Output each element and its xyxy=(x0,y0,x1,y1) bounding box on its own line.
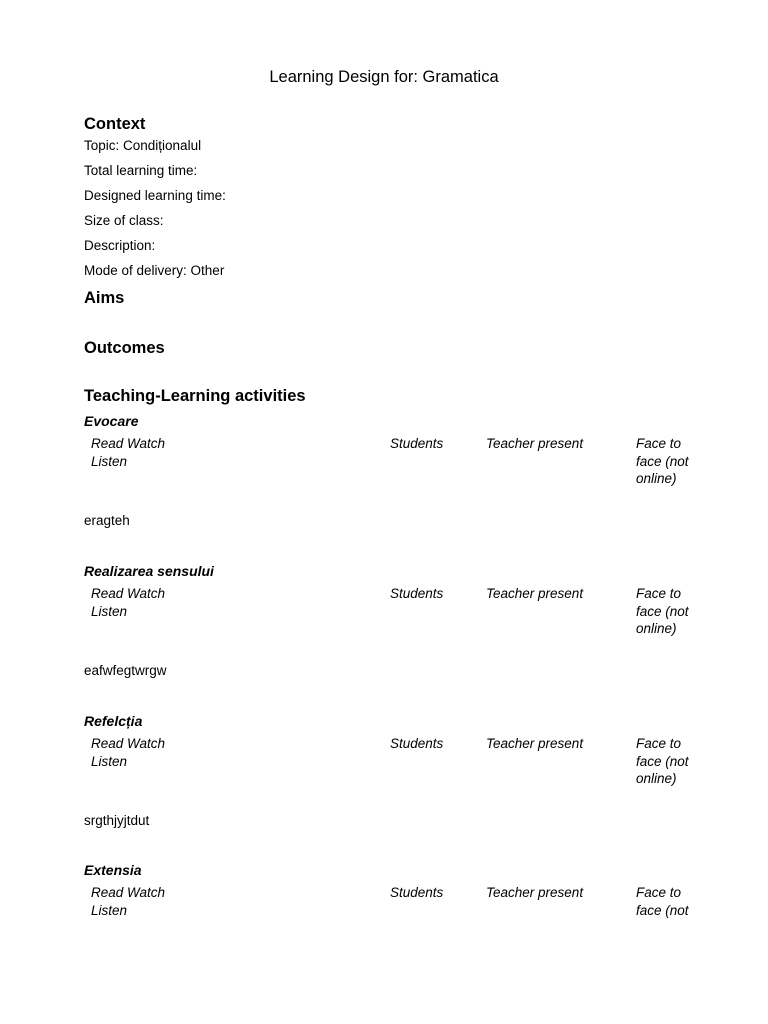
activity-teacher: Teacher present xyxy=(486,736,584,751)
activity-mode: Face to face (not online) xyxy=(636,586,689,637)
activity-title: Evocare xyxy=(84,413,139,429)
document-title: Learning Design for: Gramatica xyxy=(269,68,499,86)
context-class-size: Size of class: xyxy=(84,213,164,228)
activity-mode: Face to face (not online) xyxy=(636,736,689,787)
activity-mode: Face to face (not xyxy=(636,885,689,918)
activity-teacher: Teacher present xyxy=(486,436,584,451)
activities-heading: Teaching-Learning activities xyxy=(84,387,306,405)
activity-description: eafwfegtwrgw xyxy=(84,663,167,678)
context-heading: Context xyxy=(84,115,146,133)
activity-title: Extensia xyxy=(84,862,142,878)
context-topic: Topic: Condiționalul xyxy=(84,138,202,153)
activity-who: Students xyxy=(390,436,444,451)
activity-mode: Face to face (not online) xyxy=(636,436,689,487)
activity-description: eragteh xyxy=(84,513,130,528)
context-total-time: Total learning time: xyxy=(84,163,198,178)
activity-title: Realizarea sensului xyxy=(84,563,214,579)
activity-row xyxy=(0,435,768,525)
activity-title: Refelcția xyxy=(84,713,143,729)
context-mode-of-delivery: Mode of delivery: Other xyxy=(84,263,225,278)
activity-row xyxy=(0,585,768,675)
context-description: Description: xyxy=(84,238,156,253)
activity-method: Read Watch Listen xyxy=(91,736,166,769)
activity-who: Students xyxy=(390,885,444,900)
activity-row xyxy=(0,884,768,974)
activity-method: Read Watch Listen xyxy=(91,586,166,619)
activity-who: Students xyxy=(390,586,444,601)
activity-method: Read Watch Listen xyxy=(91,436,166,469)
outcomes-heading: Outcomes xyxy=(84,339,165,357)
context-designed-time: Designed learning time: xyxy=(84,188,226,203)
aims-heading: Aims xyxy=(84,289,125,307)
activity-description: srgthjyjtdut xyxy=(84,813,150,828)
activity-who: Students xyxy=(390,736,444,751)
activity-teacher: Teacher present xyxy=(486,586,584,601)
activity-teacher: Teacher present xyxy=(486,885,584,900)
activity-row xyxy=(0,735,768,825)
activity-method: Read Watch Listen xyxy=(91,885,166,918)
